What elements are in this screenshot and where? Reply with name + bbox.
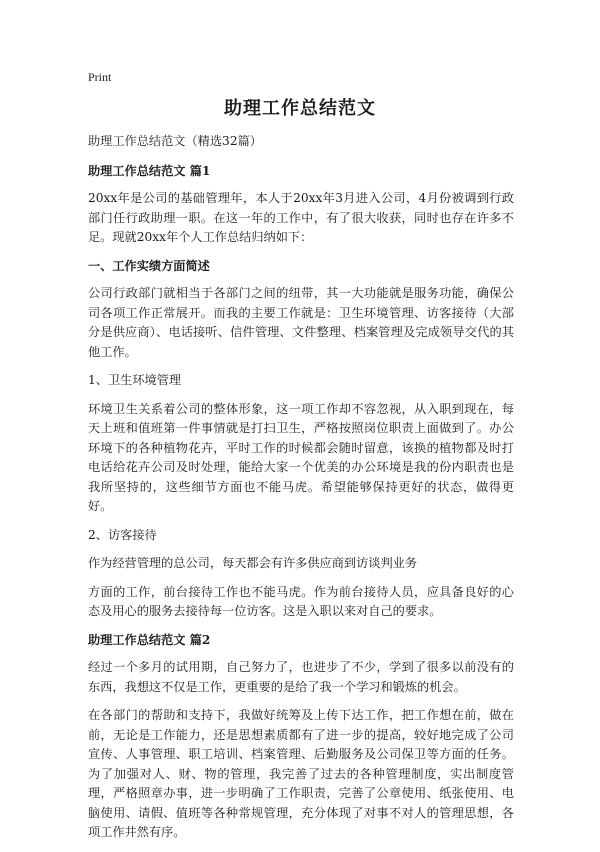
item2-label: 2、访客接待: [88, 527, 157, 542]
part1-paragraph: 公司行政部门就相当于各部门之间的纽带，其一大功能就是服务功能，确保公司各项工作正常展开。而我的主要工作就是：卫生环境管理、访客接待（大部分是供应商）、电话接听、信件管理、文件整理、档案管理及完成领导交代的其他工作。: [88, 286, 514, 359]
item1-label: 1、卫生环境管理: [88, 373, 182, 387]
item2-paragraph-1: 作为经营管理的总公司，每天都会有许多供应商到访谈判业务: [88, 556, 418, 570]
section-heading-2: 助理工作总结范文 篇2: [88, 632, 211, 647]
part1-heading: 一、工作实绩方面简述: [88, 258, 210, 273]
document-title: 助理工作总结范文: [224, 98, 376, 119]
section1-intro: 20xx年是公司的基础管理年，本人于20xx年3月进入公司，4月份被调到行政部门任行政助理一职。在这一年的工作中，有了很大收获，同时也存在许多不足。现就20xx年个人工作总结归纳如下：: [88, 191, 514, 244]
document-body: [88, 132, 514, 852]
section-heading-1: 助理工作总结范文 篇1: [88, 163, 211, 178]
item2-paragraph-2: 方面的工作，前台接待工作也不能马虎。作为前台接待人员，应具备良好的心态及用心的服务去接待每一位访客。这是入职以来对自己的要求。: [88, 584, 514, 618]
section2-paragraph-2: 在各部门的帮助和支持下，我做好统筹及上传下达工作，把工作想在前，做在前，无论是工作能力，还是思想素质都有了进一步的提高，较好地完成了公司宣传、人事管理、职工培训、档案管理、后勤服务及公司保卫等方面的任务。为了加强对人、财、物的管理，我完善了过去的各种管理制度，实出制度管理，严格照章办事，进一步明确了工作职责，完善了公章使用、纸张使用、电脑使用、请假、值班等各种常规管理，充分体现了对事不对人的管理思想，各项工作井然有序。: [88, 708, 514, 839]
item1-paragraph: 环境卫生关系着公司的整体形象，这一项工作却不容忽视，从入职到现在，每天上班和值班第一件事情就是打扫卫生，严格按照岗位职责上面做到了。办公环境下的各种植物花卉，平时工作的时候都会随时留意，该换的植物都及时打电话给花卉公司及时处理，能给大家一个优美的办公环境是我的份内职责也是我所坚持的，这些细节方面也不能马虎。希望能够保持更好的状态，做得更好。: [88, 401, 514, 513]
document-subtitle: 助理工作总结范文（精选32篇）: [88, 134, 262, 148]
print-label: Print: [88, 70, 112, 84]
section2-paragraph-1: 经过一个多月的试用期，自己努力了，也进步了不少，学到了很多以前没有的东西，我想这不仅是工作，更重要的是给了我一个学习和锻炼的机会。: [88, 660, 514, 694]
